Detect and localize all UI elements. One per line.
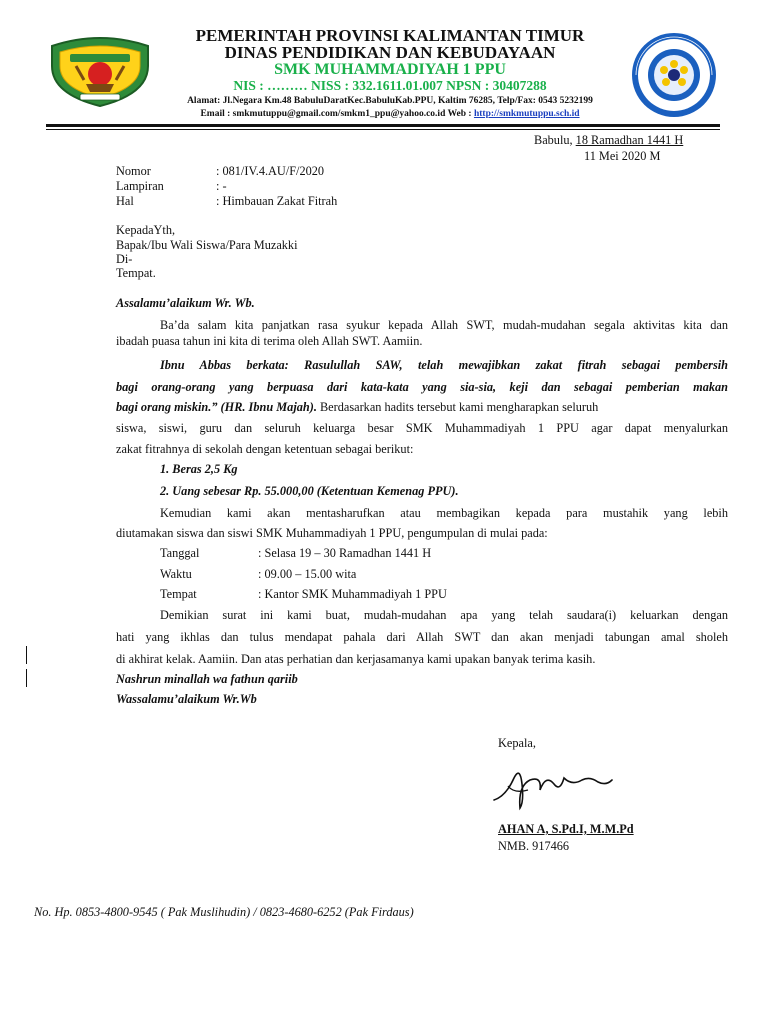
margin-change-bar bbox=[26, 669, 27, 687]
recipient-line: KepadaYth, bbox=[116, 223, 176, 237]
meta-value-hal: : Himbauan Zakat Fitrah bbox=[216, 194, 338, 208]
meta-label-nomor: Nomor bbox=[116, 164, 151, 178]
signatory-name-text: AHAN A, S.Pd.I, M.M.Pd bbox=[498, 822, 634, 836]
schedule-label-tanggal: Tanggal bbox=[160, 546, 200, 560]
paragraph-4-line: hati yang ikhlas dan tulus mendapat pahala dari Allah SWT dan akan menjadi tabungan amal sholeh bbox=[116, 630, 728, 644]
paragraph-3-line: diutamakan siswa dan siswi SMK Muhammadiyah 1 PPU, pengumpulan di mulai pada: bbox=[116, 526, 548, 540]
recipient-line: Bapak/Ibu Wali Siswa/Para Muzakki bbox=[116, 238, 298, 252]
closing-salutation: Wassalamu’alaikum Wr.Wb bbox=[116, 692, 257, 706]
signatory-nmb: NMB. 917466 bbox=[498, 839, 570, 853]
letter-date-hijri bbox=[534, 133, 683, 148]
contact-phone-footer: No. Hp. 0853-4800-9545 ( Pak Muslihudin) / 0823-4680-6252 (Pak Firdaus) bbox=[34, 905, 414, 919]
hadith-quote-line: bagi orang-orang yang berpuasa dari kata-kata yang sia-sia, keji dan sebagai pemberian makan bbox=[116, 380, 728, 394]
recipient-line: Tempat. bbox=[116, 266, 156, 280]
opening-greeting: Assalamu’alaikum Wr. Wb. bbox=[116, 296, 255, 310]
schedule-label-tempat: Tempat bbox=[160, 587, 197, 601]
paragraph-1-line: Ba’da salam kita panjatkan rasa syukur kepada Allah SWT, mudah-mudahan segala aktivitas kita dan bbox=[160, 318, 728, 332]
provision-item: 1. Beras 2,5 Kg bbox=[160, 462, 238, 476]
schedule-label-waktu: Waktu bbox=[160, 567, 192, 581]
header-rule-thick bbox=[46, 124, 720, 127]
provincial-emblem-logo bbox=[46, 36, 154, 108]
signatory-name bbox=[498, 822, 634, 837]
letter-date-gregorian: 11 Mei 2020 M bbox=[584, 149, 661, 163]
schedule-value-tanggal: : Selasa 19 – 30 Ramadhan 1441 H bbox=[258, 546, 432, 560]
paragraph-4-line: di akhirat kelak. Aamiin. Dan atas perhatian dan kerjasamanya kami upakan banyak terima kasih. bbox=[116, 652, 596, 666]
paragraph-2-text: Berdasarkan hadits tersebut kami mengharapkan seluruh bbox=[316, 400, 599, 414]
date-place: Babulu, bbox=[534, 133, 576, 147]
paragraph-2-line: zakat fitrahnya di sekolah dengan ketentuan sebagai berikut: bbox=[116, 442, 414, 456]
header-rule-thin bbox=[46, 129, 720, 130]
letterhead-address: Alamat: Jl.Negara Km.48 BabuluDaratKec.BabuluKab.PPU, Kaltim 76285, Telp/Fax: 0543 5232199 bbox=[187, 96, 593, 106]
handwritten-signature bbox=[490, 756, 620, 814]
letterhead-department: DINAS PENDIDIKAN DAN KEBUDAYAAN bbox=[224, 43, 556, 62]
letterhead-email: Email : smkmutuppu@gmail.com/smkm1_ppu@yahoo.co.id Web : bbox=[200, 109, 474, 119]
signatory-title: Kepala, bbox=[498, 736, 536, 750]
paragraph-3-line: Kemudian kami akan mentasharufkan atau membagikan kepada para mustahik yang lebih bbox=[160, 506, 728, 520]
closing-prayer: Nashrun minallah wa fathun qariib bbox=[116, 672, 298, 686]
letterhead-province: PEMERINTAH PROVINSI KALIMANTAN TIMUR bbox=[195, 26, 585, 45]
margin-change-bar bbox=[26, 646, 27, 664]
meta-value-lampiran: : - bbox=[216, 179, 227, 193]
meta-label-lampiran: Lampiran bbox=[116, 179, 164, 193]
letterhead-school-name: SMK MUHAMMADIYAH 1 PPU bbox=[274, 61, 506, 78]
letterhead-website-link[interactable]: http://smkmutuppu.sch.id bbox=[473, 109, 580, 119]
schedule-value-waktu: : 09.00 – 15.00 wita bbox=[258, 567, 357, 581]
hadith-quote-end: bagi orang miskin.” (HR. Ibnu Majah). bbox=[116, 400, 317, 414]
meta-label-hal: Hal bbox=[116, 194, 134, 208]
date-hijri: 18 Ramadhan 1441 H bbox=[575, 133, 684, 147]
paragraph-4-line: Demikian surat ini kami buat, mudah-mudahan apa yang telah saudara(i) keluarkan dengan bbox=[160, 608, 728, 622]
paragraph-2-line: siswa, siswi, guru dan seluruh keluarga besar SMK Muhammadiyah 1 PPU agar dapat menyalurkan bbox=[116, 421, 728, 435]
schedule-value-tempat: : Kantor SMK Muhammadiyah 1 PPU bbox=[258, 587, 447, 601]
letterhead-contact bbox=[160, 109, 620, 119]
paragraph-1-line: ibadah puasa tahun ini kita di terima oleh Allah SWT. Aamiin. bbox=[116, 334, 423, 348]
meta-value-nomor: : 081/IV.4.AU/F/2020 bbox=[216, 164, 325, 178]
school-seal-logo bbox=[622, 30, 726, 120]
hadith-quote-line: Ibnu Abbas berkata: Rasulullah SAW, telah mewajibkan zakat fitrah sebagai pembersih bbox=[160, 358, 728, 372]
paragraph-2-line bbox=[116, 400, 728, 415]
recipient-line: Di- bbox=[116, 252, 133, 266]
letterhead-school-ids: NIS : ……… NISS : 332.1611.01.007 NPSN : 30407288 bbox=[233, 78, 547, 93]
provision-item: 2. Uang sebesar Rp. 55.000,00 (Ketentuan Kemenag PPU). bbox=[160, 484, 459, 498]
